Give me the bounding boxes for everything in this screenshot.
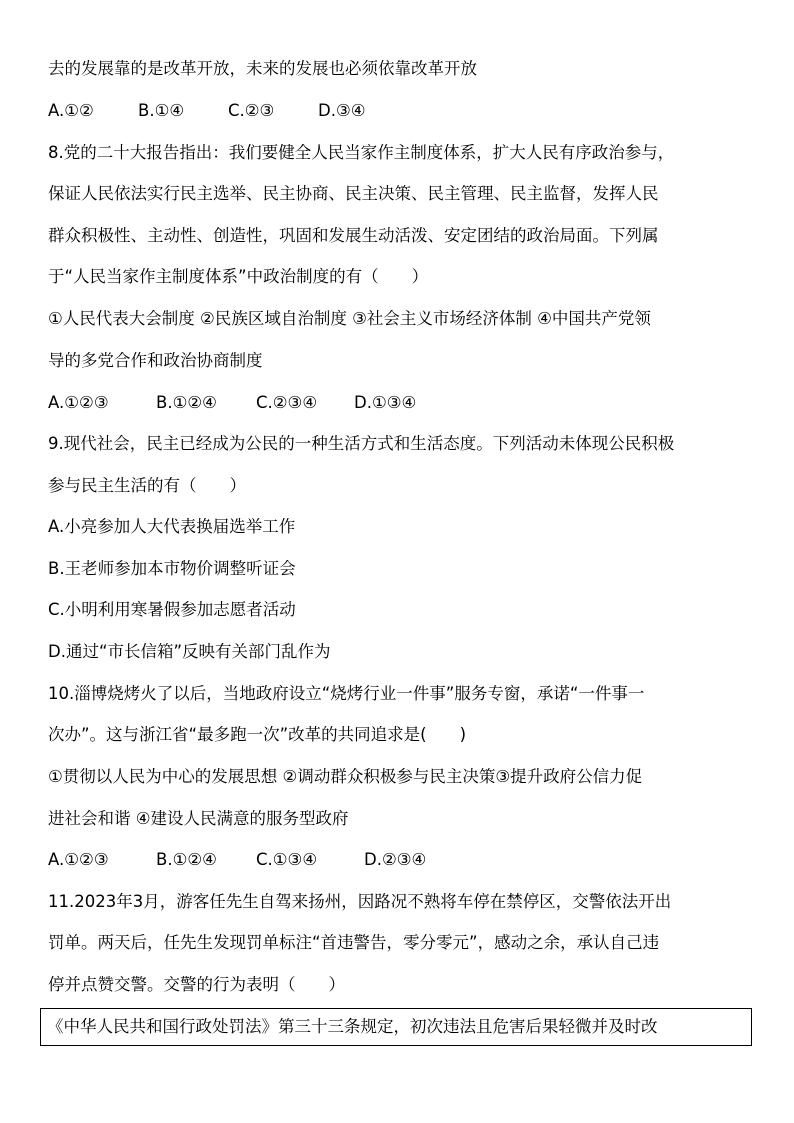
q10-option-c: C.①③④ <box>256 850 318 869</box>
option-c: C.②③ <box>228 101 275 120</box>
q9-choice-b: B.王老师参加本市物价调整听证会 <box>48 559 296 578</box>
q9-line-2: 参与民主生活的有（ ） <box>48 476 246 495</box>
q9-choice-c: C.小明利用寒暑假参加志愿者活动 <box>48 600 296 619</box>
q11-line-1: 11.2023年3月，游客任先生自驾来扬州，因路况不熟将车停在禁停区，交警依法开出 <box>48 892 672 911</box>
q10-option-d: D.②③④ <box>364 850 427 869</box>
q10-options <box>48 849 758 871</box>
option-b: B.①④ <box>138 101 185 120</box>
q10-option-a: A.①②③ <box>48 850 109 869</box>
q8-option-c: C.②③④ <box>256 393 318 412</box>
q11-line-2: 罚单。两天后，任先生发现罚单标注“首违警告，零分零元”，感动之余，承认自己违 <box>48 933 660 952</box>
option-a: A.①② <box>48 101 94 120</box>
q8-line-5: ①人民代表大会制度 ②民族区域自治制度 ③社会主义市场经济体制 ④中国共产党领 <box>48 309 651 328</box>
q8-option-d: D.①③④ <box>354 393 417 412</box>
q10-line-4: 进社会和谐 ④建设人民满意的服务型政府 <box>48 809 349 828</box>
intro-options <box>48 100 758 122</box>
q8-line-2: 保证人民依法实行民主选举、民主协商、民主决策、民主管理、民主监督，发挥人民 <box>48 184 659 203</box>
q8-line-4: 于“人民当家作主制度体系”中政治制度的有（ ） <box>48 267 429 286</box>
legal-excerpt-text: 《中华人民共和国行政处罚法》第三十三条规定，初次违法且危害后果轻微并及时改 <box>47 1017 658 1036</box>
q8-line-3: 群众积极性、主动性、创造性，巩固和发展生动活泼、安定团结的政治局面。下列属 <box>48 226 659 245</box>
q8-line-1: 8.党的二十大报告指出：我们要健全人民当家作主制度体系，扩大人民有序政治参与， <box>48 143 675 162</box>
q10-line-2: 次办”。这与浙江省“最多跑一次”改革的共同追求是( ) <box>48 725 467 744</box>
q8-options <box>48 392 758 414</box>
q10-option-b: B.①②④ <box>156 850 217 869</box>
q9-choice-d: D.通过“市长信箱”反映有关部门乱作为 <box>48 642 331 661</box>
option-d: D.③④ <box>318 101 366 120</box>
q11-line-3: 停并点赞交警。交警的行为表明（ ） <box>48 975 345 994</box>
q10-line-3: ①贯彻以人民为中心的发展思想 ②调动群众积极参与民主决策③提升政府公信力促 <box>48 767 643 786</box>
q8-line-6: 导的多党合作和政治协商制度 <box>48 351 263 370</box>
q9-line-1: 9.现代社会，民主已经成为公民的一种生活方式和生活态度。下列活动未体现公民积极 <box>48 434 675 453</box>
legal-excerpt-box <box>40 1008 752 1046</box>
intro-line: 去的发展靠的是改革开放，未来的发展也必须依靠改革开放 <box>48 59 477 78</box>
q8-option-a: A.①②③ <box>48 393 109 412</box>
q8-option-b: B.①②④ <box>156 393 217 412</box>
q10-line-1: 10.淄博烧烤火了以后，当地政府设立“烧烤行业一件事”服务专窗，承诺“一件事一 <box>48 684 645 703</box>
q9-choice-a: A.小亮参加人大代表换届选举工作 <box>48 517 296 536</box>
